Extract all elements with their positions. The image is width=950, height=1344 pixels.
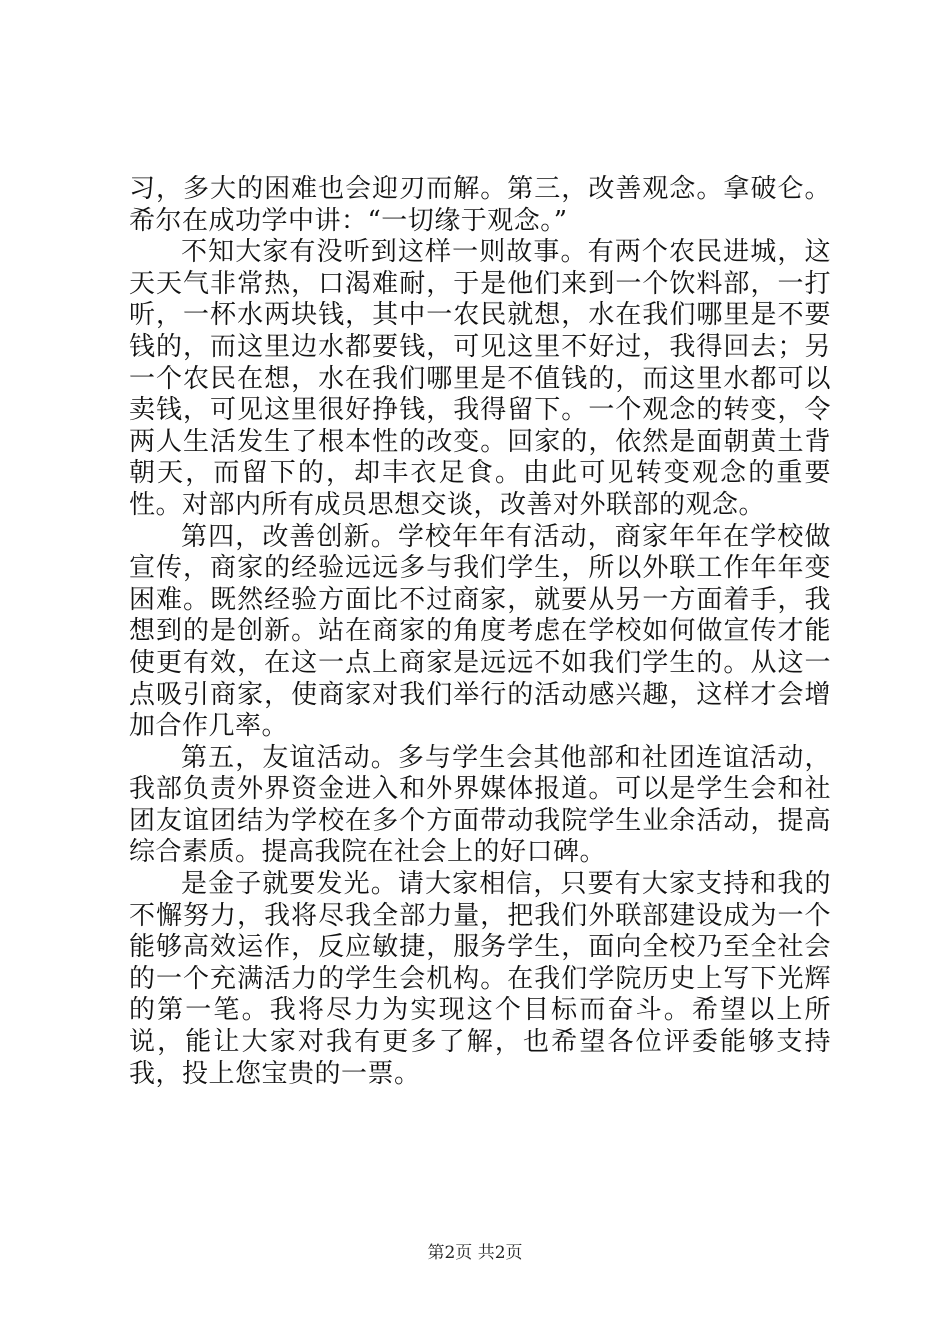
paragraph-point-four: 第四，改善创新。学校年年有活动，商家年年在学校做宣传，商家的经验远远多与我们学生，所以外联工作年年变困难。既然经验方面比不过商家，就要从另一方面着手，我想到的是创新。站在商家的角度考虑在学校如何做宣传才能使更有效，在这一点上商家是远远不如我们学生的。从这一点吸引商家，使商家对我们举行的活动感兴趣，这样才会增加合作几率。	[129, 521, 831, 742]
paragraph-story: 不知大家有没听到这样一则故事。有两个农民进城，这天天气非常热，口渴难耐，于是他们来到一个饮料部，一打听，一杯水两块钱，其中一农民就想，水在我们哪里是不要钱的，而这里边水都要钱，可见这里不好过，我得回去；另一个农民在想，水在我们哪里是不值钱的，而这里水都可以卖钱，可见这里很好挣钱，我得留下。一个观念的转变，令两人生活发生了根本性的改变。回家的，依然是面朝黄土背朝天，而留下的，却丰衣足食。由此可见转变观念的重要性。对部内所有成员思想交谈，改善对外联部的观念。	[129, 237, 831, 520]
paragraph-conclusion: 是金子就要发光。请大家相信，只要有大家支持和我的不懈努力，我将尽我全部力量，把我们外联部建设成为一个能够高效运作，反应敏捷，服务学生，面向全校乃至全社会的一个充满活力的学生会机构。在我们学院历史上写下光辉的第一笔。我将尽力为实现这个目标而奋斗。希望以上所说，能让大家对我有更多了解，也希望各位评委能够支持我，投上您宝贵的一票。	[129, 869, 831, 1089]
paragraph-continuation: 习，多大的困难也会迎刃而解。第三，改善观念。拿破仑。希尔在成功学中讲：“一切缘于观念。”	[129, 174, 831, 236]
paragraph-point-five: 第五，友谊活动。多与学生会其他部和社团连谊活动，我部负责外界资金进入和外界媒体报道。可以是学生会和社团友谊团结为学校在多个方面带动我院学生业余活动，提高综合素质。提高我院在社会上的好口碑。	[129, 742, 831, 868]
page-number-footer: 第2页 共2页	[427, 1243, 523, 1263]
document-body	[129, 174, 831, 1090]
